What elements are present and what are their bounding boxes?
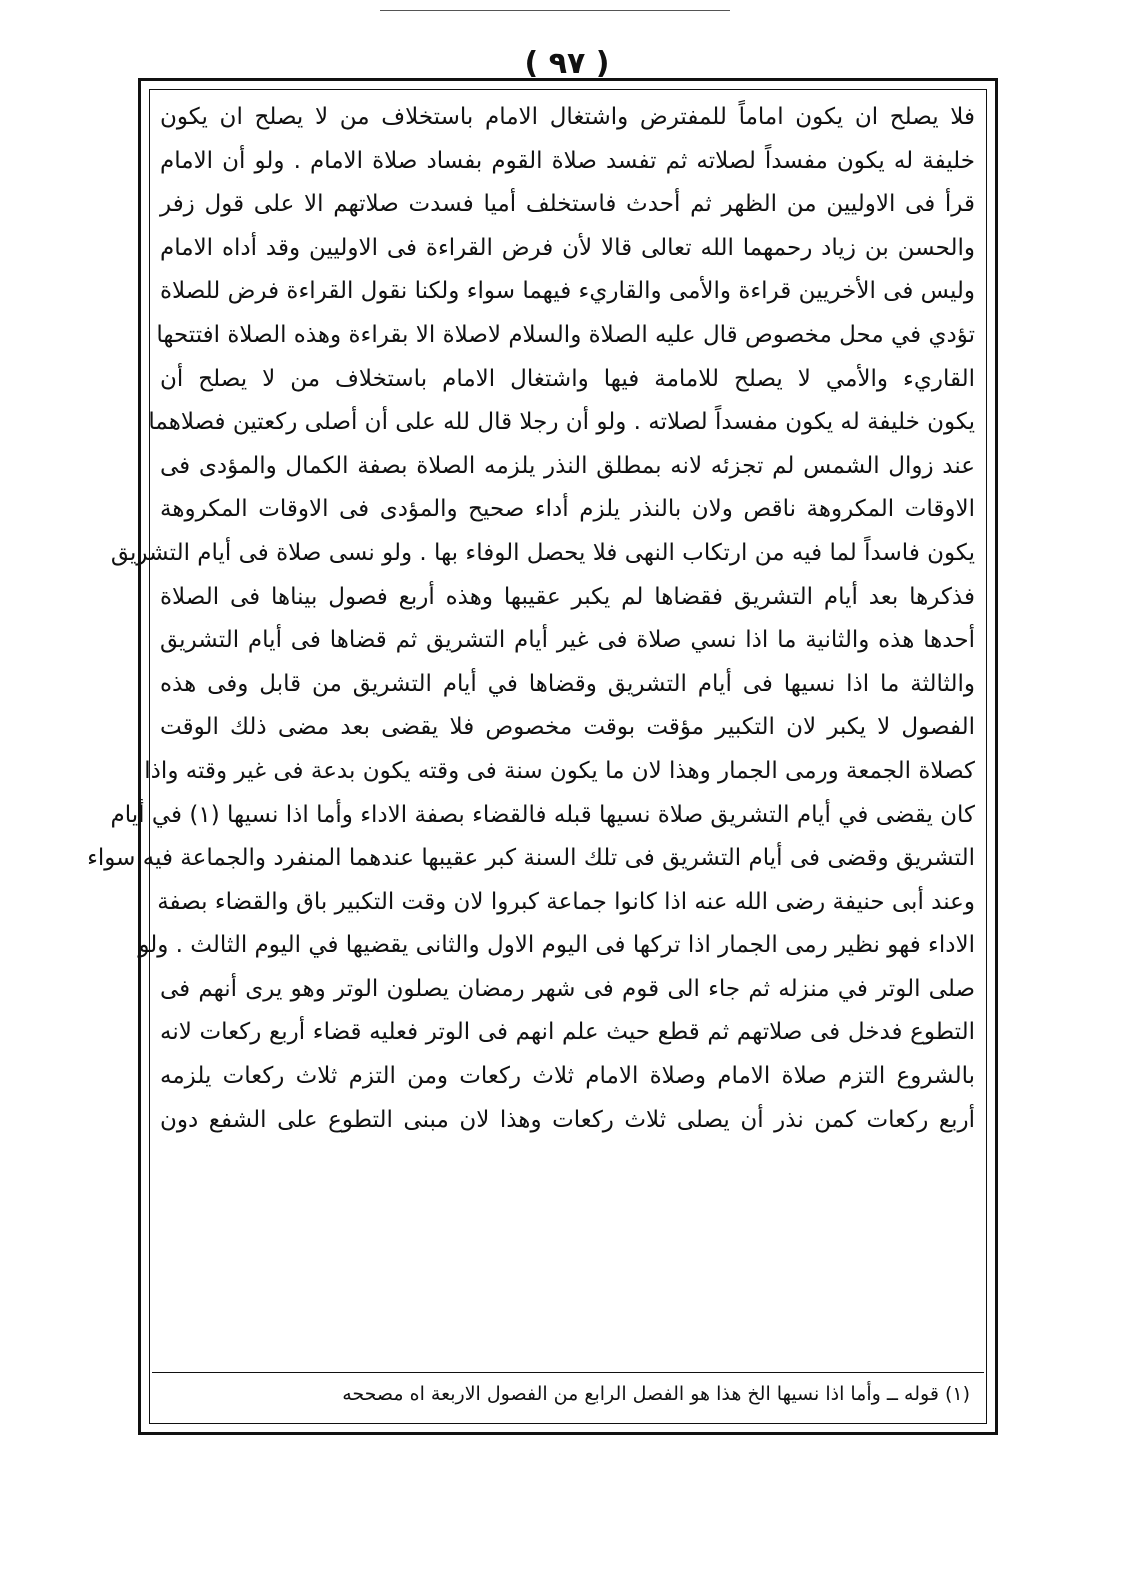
text-line: والثالثة ما اذا نسيها فى أيام التشريق وقضاها في أيام التشريق من قابل وفى هذه [160, 670, 975, 697]
text-line: يكون فاسداً لما فيه من ارتكاب النهى فلا يحصل الوفاء بها . ولو نسى صلاة فى أيام التشريق [110, 539, 975, 566]
text-line: صلى الوتر في منزله ثم جاء الى قوم فى شهر رمضان يصلون الوتر وهو يرى أنهم فى [160, 975, 975, 1002]
main-text [87, 96, 975, 1142]
text-line: قرأ فى الاوليين من الظهر ثم أحدث فاستخلف أميا فسدت صلاتهم الا على قول زفر [160, 191, 975, 218]
footnote: (١) قوله ــ وأما اذا نسيها الخ هذا هو الفصل الرابع من الفصول الاربعة اه مصححه [342, 1383, 970, 1405]
text-line: وعند أبى حنيفة رضى الله عنه اذا كانوا جماعة كبروا لان وقت التكبير باق والقضاء بصفة [157, 888, 975, 915]
text-line: يكون خليفة له يكون مفسداً لصلاته . ولو أن رجلا قال لله على أن أصلى ركعتين فصلاهما [148, 409, 975, 436]
page-number: ( ٩٧ ) [524, 46, 610, 81]
text-line: التطوع فدخل فى صلاتهم ثم قطع حيث علم انهم فى الوتر فعليه قضاء أربع ركعات لانه [160, 1019, 975, 1046]
text-line: فلا يصلح ان يكون اماماً للمفترض واشتغال الامام باستخلاف من لا يصلح ان يكون [160, 104, 975, 130]
text-line: تؤدي في محل مخصوص قال عليه الصلاة والسلام لاصلاة الا بقراءة وهذه الصلاة افتتحها [156, 321, 975, 348]
top-rule [380, 10, 730, 11]
text-line: أحدها هذه والثانية ما اذا نسي صلاة فى غير أيام التشريق ثم قضاها فى أيام التشريق [160, 627, 975, 654]
text-line: عند زوال الشمس لم تجزئه لانه بمطلق النذر يلزمه الصلاة بصفة الكمال والمؤدى فى [160, 452, 975, 479]
text-line: كان يقضى في أيام التشريق صلاة نسيها قبله فالقضاء بصفة الاداء وأما اذا نسيها (١) في أيام [110, 801, 975, 828]
text-line: القاريء والأمي لا يصلح للامامة فيها واشتغال الامام باستخلاف من لا يصلح أن [160, 365, 975, 392]
text-line: الاوقات المكروهة ناقص ولان بالنذر يلزم أداء صحيح والمؤدى فى الاوقات المكروهة [160, 496, 975, 523]
text-line: خليفة له يكون مفسداً لصلاته ثم تفسد صلاة القوم بفساد صلاة الامام . ولو أن الامام [160, 147, 975, 174]
text-line: وليس فى الأخريين قراءة والأمى والقاريء فيهما سواء ولكنا نقول القراءة فرض للصلاة [159, 278, 975, 305]
text-line: والحسن بن زياد رحمهما الله تعالى قالا لأن فرض القراءة فى الاوليين وقد أداه الامام [160, 234, 975, 261]
text-line: كصلاة الجمعة ورمى الجمار وهذا لان ما يكون سنة فى وقته يكون بدعة فى غير وقته واذا [144, 757, 975, 784]
text-line: فذكرها بعد أيام التشريق فقضاها لم يكبر عقيبها وهذه أربع فصول بيناها فى الصلاة [160, 583, 975, 610]
text-line: التشريق وقضى فى أيام التشريق فى تلك السنة كبر عقيبها عندهما المنفرد والجماعة فيه سواء [87, 845, 975, 872]
footnote-divider [152, 1372, 984, 1373]
text-line: بالشروع التزم صلاة الامام وصلاة الامام ثلاث ركعات ومن التزم ثلاث ركعات يلزمه [160, 1063, 975, 1090]
text-line: الفصول لا يكبر لان التكبير مؤقت بوقت مخصوص فلا يقضى بعد مضى ذلك الوقت [160, 714, 975, 741]
text-line: الاداء فهو نظير رمى الجمار اذا تركها فى اليوم الاول والثانى يقضيها في اليوم الثالث . ولو [138, 932, 975, 959]
text-line: أربع ركعات كمن نذر أن يصلى ثلاث ركعات وهذا لان مبنى التطوع على الشفع دون [160, 1106, 975, 1133]
